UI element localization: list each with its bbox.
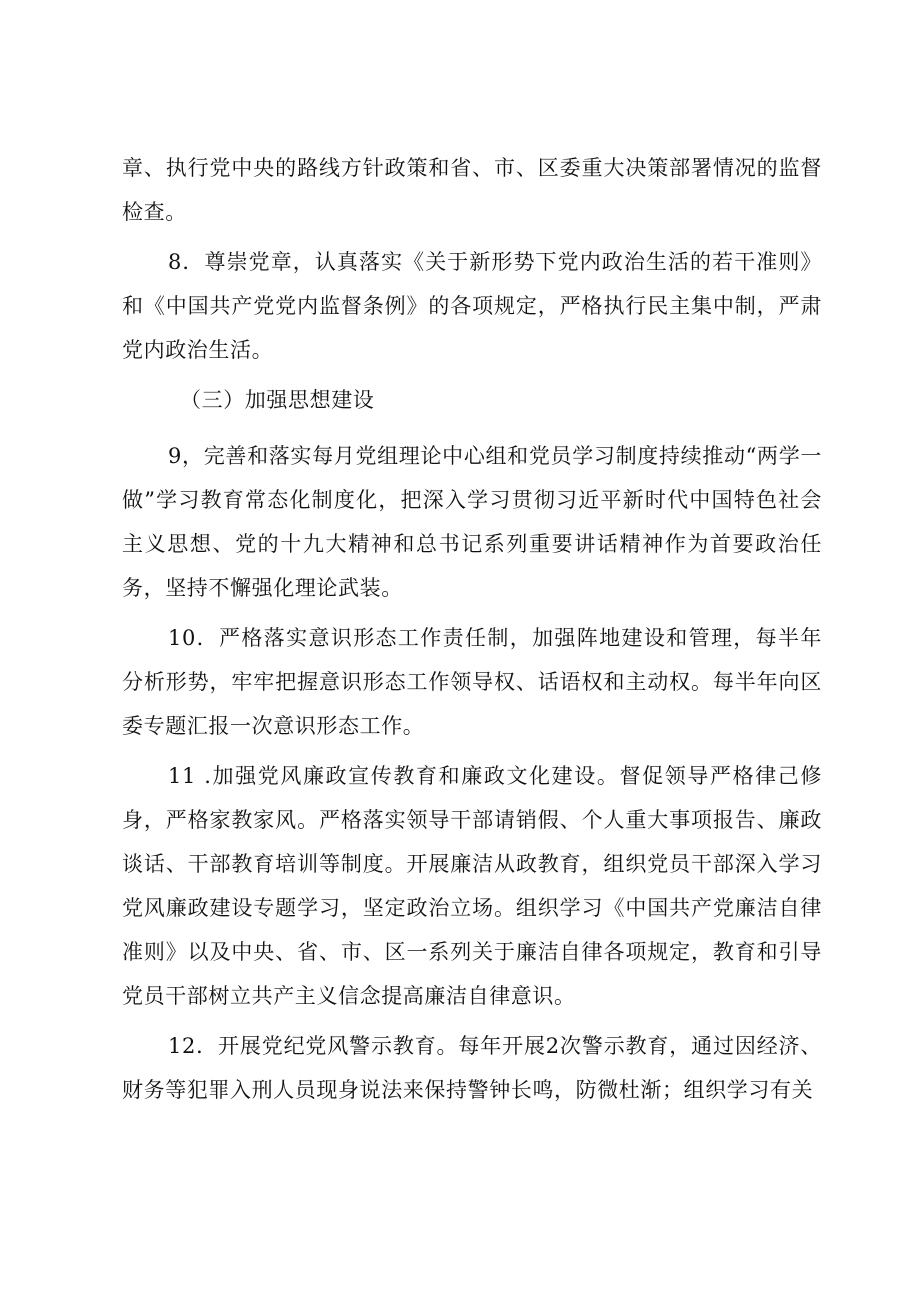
paragraph-item-9: 9，完善和落实每月党组理论中心组和党员学习制度持续推动“两学一做”学习教育常态化制度化，把深入学习贯彻习近平新时代中国特色社会主义思想、党的十九大精神和总书记系列重要讲话精神作为首要政治任务，坚持不懈强化理论武装。 bbox=[122, 444, 822, 600]
paragraph-continued: 章、执行党中央的路线方针政策和省、市、区委重大决策部署情况的监督检查。 bbox=[122, 156, 822, 224]
document-body bbox=[122, 146, 822, 1118]
paragraph-item-11: 11 .加强党风廉政宣传教育和廉政文化建设。督促领导严格律己修身，严格家教家风。严格落实领导干部请销假、个人重大事项报告、廉政谈话、干部教育培训等制度。开展廉洁从政教育，组织党员干部深入学习党风廉政建设专题学习，坚定政治立场。组织学习《中国共产党廉洁自律准则》以及中央、省、市、区一系列关于廉洁自律各项规定，教育和引导党员干部树立共产主义信念提高廉洁自律意识。 bbox=[122, 764, 822, 1008]
paragraph-item-8: 8．尊崇党章，认真落实《关于新形势下党内政治生活的若干准则》和《中国共产党党内监督条例》的各项规定，严格执行民主集中制，严肃党内政治生活。 bbox=[122, 250, 822, 362]
paragraph-item-10: 10．严格落实意识形态工作责任制，加强阵地建设和管理，每半年分析形势，牢牢把握意识形态工作领导权、话语权和主动权。每半年向区委专题汇报一次意识形态工作。 bbox=[122, 626, 822, 738]
section-heading-3: （三）加强思想建设 bbox=[180, 388, 375, 412]
paragraph-item-12: 12．开展党纪党风警示教育。每年开展2次警示教育，通过因经济、财务等犯罪入刑人员现身说法来保持警钟长鸣，防微杜渐；组织学习有关 bbox=[122, 1034, 822, 1102]
